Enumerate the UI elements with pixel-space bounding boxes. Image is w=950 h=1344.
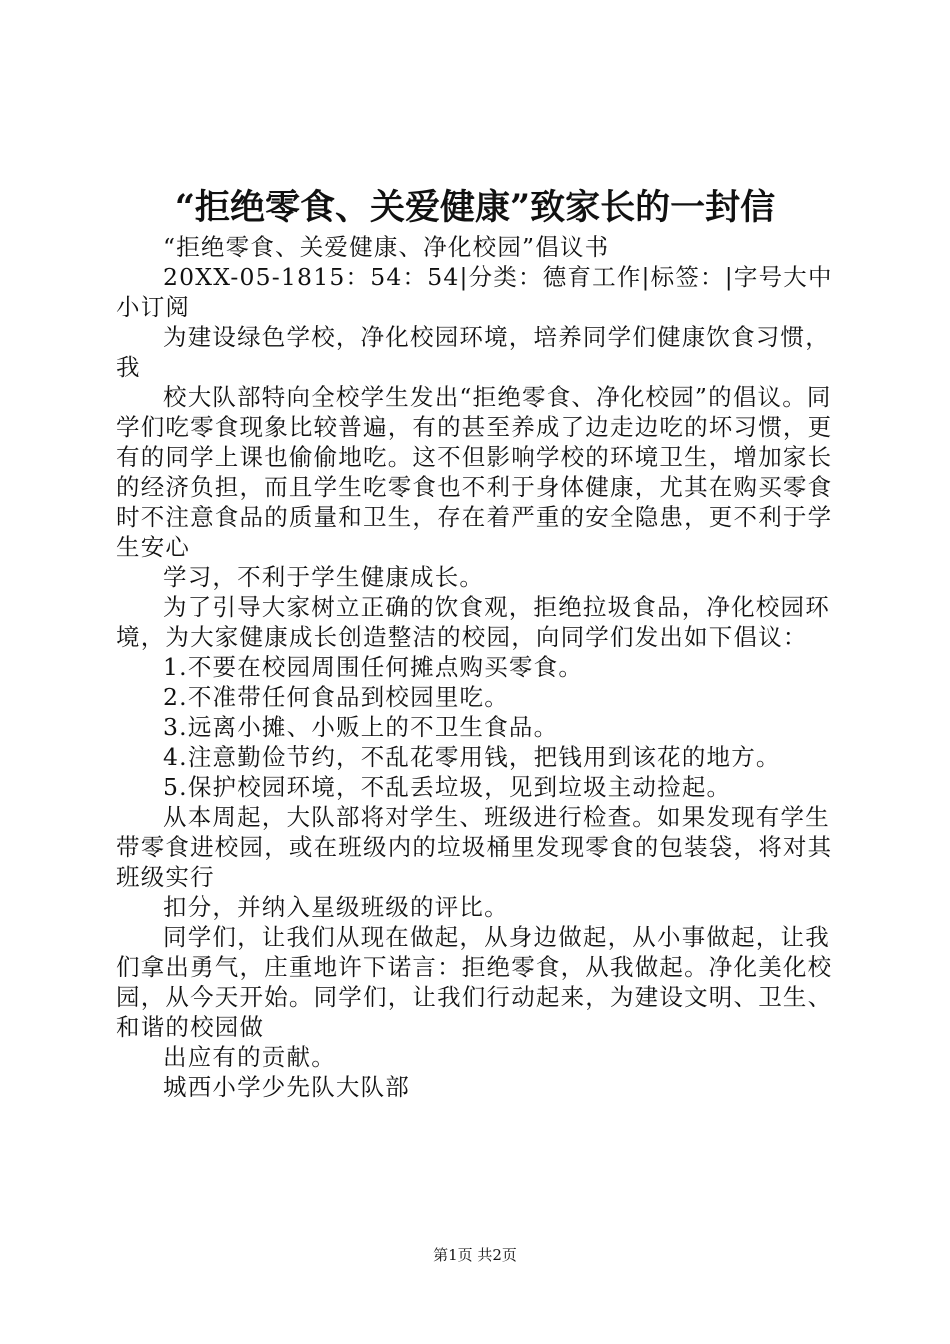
list-item: 2.不准带任何食品到校园里吃。 xyxy=(163,683,509,711)
page-title: “拒绝零食、关爱健康”致家长的一封信 xyxy=(174,187,776,228)
paragraph-call-to-action-end: 出应有的贡献。 xyxy=(163,1043,336,1071)
paragraph-situation-end: 学习，不利于学生健康成长。 xyxy=(163,563,485,591)
signature: 城西小学少先队大队部 xyxy=(163,1073,410,1101)
paragraph-meta-info: 20XX-05-1815：54：54|分类：德育工作|标签：|字号大中小订阅 xyxy=(116,263,833,321)
paragraph-intro: 为建设绿色学校，净化校园环境，培养同学们健康饮食习惯，我 xyxy=(116,323,830,381)
page-footer: 第1页 共2页 xyxy=(433,1246,517,1264)
list-item: 5.保护校园环境，不乱丢垃圾，见到垃圾主动捡起。 xyxy=(163,773,732,801)
document-body xyxy=(116,232,836,1102)
paragraph-proposal-title: “拒绝零食、关爱健康、净化校园”倡议书 xyxy=(163,233,610,261)
paragraph-inspection-end: 扣分，并纳入星级班级的评比。 xyxy=(163,893,509,921)
list-item: 4.注意勤俭节约，不乱花零用钱，把钱用到该花的地方。 xyxy=(163,743,781,771)
paragraph-situation: 校大队部特向全校学生发出“拒绝零食、净化校园”的倡议。同学们吃零食现象比较普遍，有的甚至养成了边走边吃的坏习惯，更有的同学上课也偷偷地吃。这不但影响学校的环境卫生，增加家长的经济负担，而且学生吃零食也不利于身体健康，尤其在购买零食时不注意食品的质量和卫生，存在着严重的安全隐患，更不利于学生安心 xyxy=(116,383,833,561)
paragraph-call-to-action: 同学们，让我们从现在做起，从身边做起，从小事做起，让我们拿出勇气，庄重地许下诺言：拒绝零食，从我做起。净化美化校园，从今天开始。同学们，让我们行动起来，为建设文明、卫生、和谐的校园做 xyxy=(116,923,833,1041)
paragraph-proposal-intro: 为了引导大家树立正确的饮食观，拒绝拉圾食品，净化校园环境，为大家健康成长创造整洁的校园，向同学们发出如下倡议： xyxy=(116,593,830,651)
paragraph-inspection: 从本周起，大队部将对学生、班级进行检查。如果发现有学生带零食进校园，或在班级内的垃圾桶里发现零食的包装袋，将对其班级实行 xyxy=(116,803,833,891)
list-item: 3.远离小摊、小贩上的不卫生食品。 xyxy=(163,713,559,741)
list-item: 1.不要在校园周围任何摊点购买零食。 xyxy=(163,653,584,681)
